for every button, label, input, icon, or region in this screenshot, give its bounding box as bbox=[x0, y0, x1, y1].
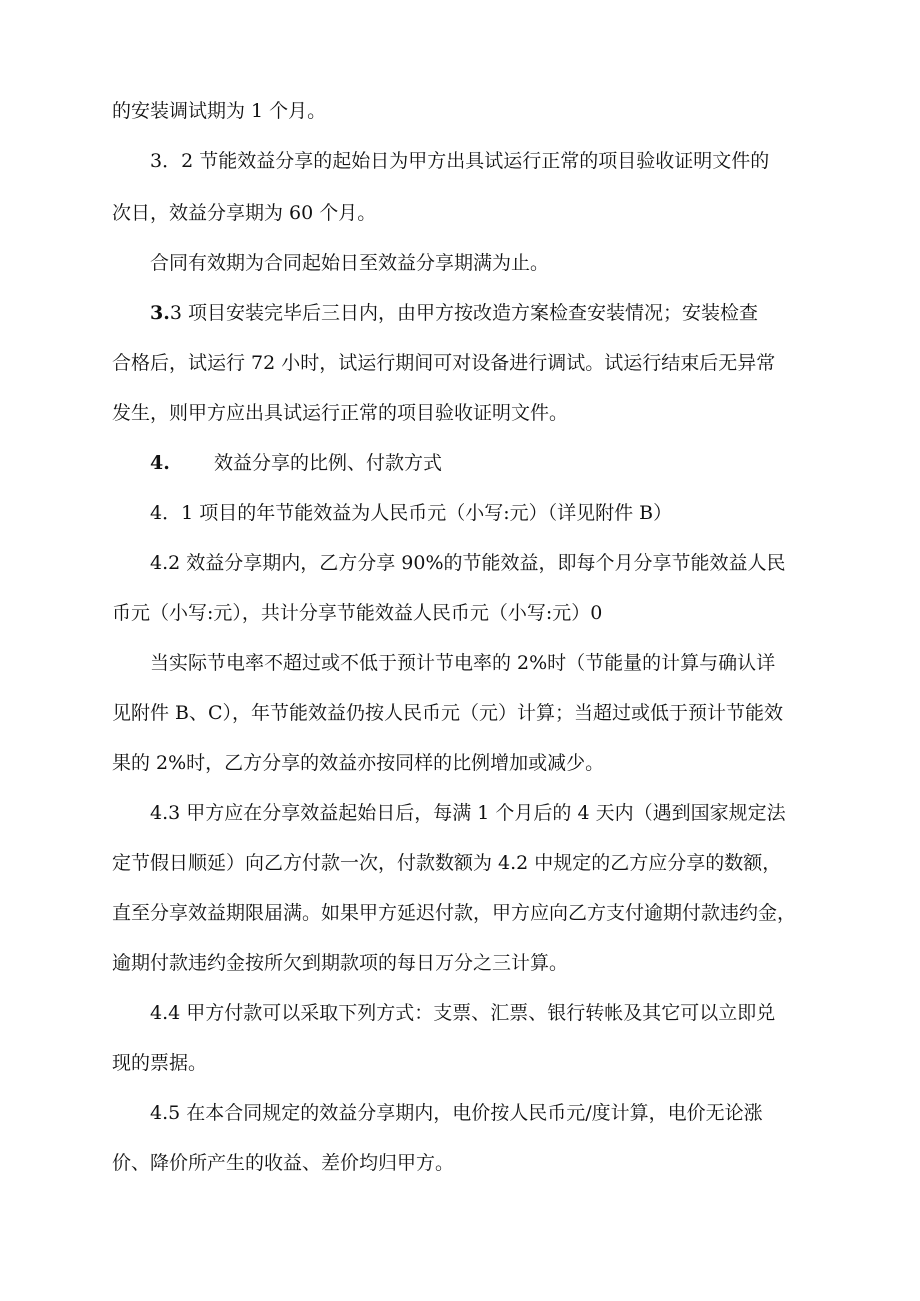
section-4-heading bbox=[150, 450, 442, 476]
contract-validity-line: 合同有效期为合同起始日至效益分享期满为止。 bbox=[150, 252, 550, 274]
paragraph-line: 发生，则甲方应出具试运行正常的项目验收证明文件。 bbox=[112, 402, 569, 424]
paragraph-line: 现的票据。 bbox=[112, 1052, 208, 1074]
paragraph-line: 的安装调试期为 1 个月。 bbox=[112, 100, 327, 122]
clause-4-5-line: 4.5 在本合同规定的效益分享期内，电价按人民币元/度计算，电价无论涨 bbox=[150, 1102, 763, 1124]
saving-rate-line: 当实际节电率不超过或不低于预计节电率的 2%时（节能量的计算与确认详 bbox=[150, 652, 776, 674]
clause-4-4-line: 4.4 甲方付款可以采取下列方式：支票、汇票、银行转帐及其它可以立即兑 bbox=[150, 1002, 776, 1024]
section-4-number: 4. bbox=[150, 452, 170, 474]
clause-4-1-line: 4．1 项目的年节能效益为人民币元（小写:元）（详见附件 B） bbox=[150, 502, 673, 524]
section-4-title: 效益分享的比例、付款方式 bbox=[214, 452, 443, 474]
paragraph-line: 果的 2%时，乙方分享的效益亦按同样的比例增加或减少。 bbox=[112, 752, 605, 774]
paragraph-line: 币元（小写:元），共计分享节能效益人民币元（小写:元）0 bbox=[112, 602, 603, 624]
clause-4-3-line: 4.3 甲方应在分享效益起始日后，每满 1 个月后的 4 天内（遇到国家规定法 bbox=[150, 802, 786, 824]
paragraph-line: 合格后，试运行 72 小时，试运行期间可对设备进行调试。试运行结束后无异常 bbox=[112, 352, 776, 374]
paragraph-line: 价、降价所产生的收益、差价均归甲方。 bbox=[112, 1152, 455, 1174]
paragraph-line: 见附件 B、C），年节能效益仍按人民币元（元）计算；当超过或低于预计节能效 bbox=[112, 702, 784, 724]
clause-3-2-line: 3．2 节能效益分享的起始日为甲方出具试运行正常的项目验收证明文件的 bbox=[150, 150, 770, 172]
paragraph-line: 逾期付款违约金按所欠到期款项的每日万分之三计算。 bbox=[112, 952, 569, 974]
clause-3-3-number: 3. bbox=[150, 302, 170, 324]
paragraph-line: 直至分享效益期限届满。如果甲方延迟付款，甲方应向乙方支付逾期付款违约金， bbox=[112, 902, 797, 924]
paragraph-line: 次日，效益分享期为 60 个月。 bbox=[112, 202, 377, 224]
clause-3-3-text: 3 项目安装完毕后三日内，由甲方按改造方案检查安装情况；安装检查 bbox=[169, 302, 758, 324]
clause-4-2-line: 4.2 效益分享期内，乙方分享 90%的节能效益，即每个月分享节能效益人民 bbox=[150, 552, 786, 574]
clause-3-3-line bbox=[150, 300, 758, 326]
paragraph-line: 定节假日顺延）向乙方付款一次，付款数额为 4.2 中规定的乙方应分享的数额， bbox=[112, 852, 782, 874]
